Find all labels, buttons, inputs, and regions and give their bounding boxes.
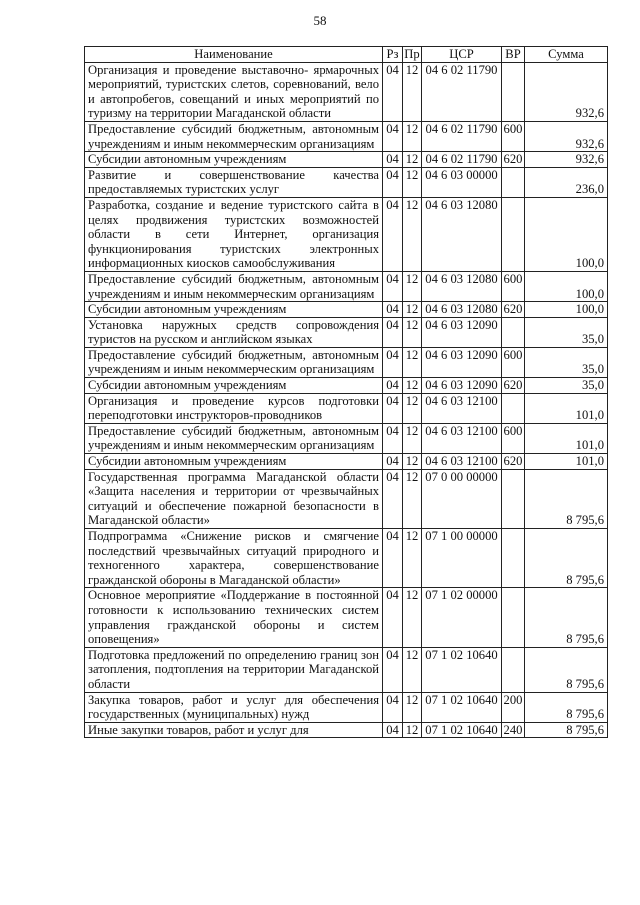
cell-sum: 8 795,6 [525, 588, 608, 647]
cell-sum: 8 795,6 [525, 647, 608, 692]
cell-pr: 12 [403, 454, 422, 470]
table-row [85, 152, 608, 168]
cell-csr: 07 1 00 00000 [422, 529, 502, 588]
cell-csr: 07 1 02 10640 [422, 647, 502, 692]
table-row [85, 167, 608, 197]
cell-pr: 12 [403, 393, 422, 423]
cell-pr: 12 [403, 423, 422, 453]
cell-rz: 04 [383, 378, 403, 394]
table-row [85, 271, 608, 301]
cell-csr: 04 6 03 12080 [422, 302, 502, 318]
cell-csr: 04 6 03 12080 [422, 271, 502, 301]
cell-rz: 04 [383, 62, 403, 121]
cell-sum: 100,0 [525, 197, 608, 271]
cell-vr [502, 317, 525, 347]
budget-table [84, 46, 608, 738]
header-pr: Пр [404, 47, 420, 61]
cell-vr [502, 647, 525, 692]
cell-vr [502, 469, 525, 528]
cell-csr: 07 1 02 10640 [422, 722, 502, 738]
cell-name: Организация и проведение курсов подготовки переподготовки инструкторов-проводников [85, 393, 383, 423]
cell-name: Предоставление субсидий бюджетным, автономным учреждениям и иным некоммерческим организациям [85, 423, 383, 453]
cell-sum: 236,0 [525, 167, 608, 197]
cell-sum: 100,0 [525, 302, 608, 318]
cell-sum: 100,0 [525, 271, 608, 301]
header-rz: Рз [383, 47, 403, 63]
cell-name: Предоставление субсидий бюджетным, автономным учреждениям и иным некоммерческим организациям [85, 347, 383, 377]
cell-pr: 12 [403, 62, 422, 121]
cell-pr: 12 [403, 152, 422, 168]
header-name: Наименование [85, 47, 383, 63]
table-row [85, 722, 608, 738]
header-row [85, 47, 608, 63]
cell-pr: 12 [403, 302, 422, 318]
cell-vr: 600 [502, 271, 525, 301]
cell-csr: 04 6 03 12090 [422, 378, 502, 394]
cell-csr: 04 6 03 12080 [422, 197, 502, 271]
cell-pr: 12 [403, 692, 422, 722]
cell-pr: 12 [403, 271, 422, 301]
table-row [85, 423, 608, 453]
cell-rz: 04 [383, 469, 403, 528]
cell-sum: 35,0 [525, 347, 608, 377]
cell-name: Предоставление субсидий бюджетным, автономным учреждениям и иным некоммерческим организациям [85, 271, 383, 301]
table-row [85, 529, 608, 588]
cell-pr: 12 [403, 722, 422, 738]
page-number: 58 [313, 13, 327, 28]
cell-sum: 101,0 [525, 393, 608, 423]
cell-vr: 600 [502, 121, 525, 151]
cell-vr [502, 529, 525, 588]
cell-rz: 04 [383, 167, 403, 197]
cell-csr: 07 1 02 00000 [422, 588, 502, 647]
cell-sum: 932,6 [525, 121, 608, 151]
cell-sum: 8 795,6 [525, 722, 608, 738]
cell-vr [502, 62, 525, 121]
cell-name: Субсидии автономным учреждениям [85, 454, 383, 470]
cell-rz: 04 [383, 647, 403, 692]
cell-rz: 04 [383, 197, 403, 271]
cell-name: Организация и проведение выставочно- ярмарочных мероприятий, туристских слетов, соревнований, вело и автопробегов, совещаний и иных мероприятий по туризму на территории Магаданской области [85, 62, 383, 121]
cell-name: Закупка товаров, работ и услуг для обеспечения государственных (муниципальных) нужд [85, 692, 383, 722]
cell-csr: 04 6 03 12100 [422, 393, 502, 423]
table-row [85, 378, 608, 394]
cell-rz: 04 [383, 393, 403, 423]
cell-vr: 620 [502, 454, 525, 470]
cell-rz: 04 [383, 347, 403, 377]
cell-csr: 04 6 02 11790 [422, 62, 502, 121]
cell-rz: 04 [383, 152, 403, 168]
cell-vr [502, 167, 525, 197]
cell-sum: 35,0 [525, 317, 608, 347]
cell-name: Предоставление субсидий бюджетным, автономным учреждениям и иным некоммерческим организациям [85, 121, 383, 151]
table-row [85, 197, 608, 271]
cell-sum: 35,0 [525, 378, 608, 394]
cell-name: Подпрограмма «Снижение рисков и смягчение последствий чрезвычайных ситуаций природного и техногенного характера, совершенствование гражданской обороны в Магаданской области» [85, 529, 383, 588]
cell-pr: 12 [403, 197, 422, 271]
cell-csr: 04 6 03 12100 [422, 454, 502, 470]
cell-csr: 04 6 02 11790 [422, 121, 502, 151]
cell-rz: 04 [383, 722, 403, 738]
table-header [85, 47, 608, 63]
table-row [85, 121, 608, 151]
cell-rz: 04 [383, 454, 403, 470]
cell-sum: 932,6 [525, 62, 608, 121]
table-row [85, 317, 608, 347]
cell-name: Основное мероприятие «Поддержание в постоянной готовности к использованию технических систем управления гражданской обороны и систем оповещения» [85, 588, 383, 647]
cell-sum: 101,0 [525, 423, 608, 453]
cell-sum: 8 795,6 [525, 469, 608, 528]
cell-pr: 12 [403, 378, 422, 394]
cell-pr: 12 [403, 529, 422, 588]
cell-vr [502, 393, 525, 423]
cell-vr: 200 [502, 692, 525, 722]
cell-rz: 04 [383, 302, 403, 318]
table-row [85, 469, 608, 528]
table-row [85, 302, 608, 318]
cell-vr: 620 [502, 378, 525, 394]
cell-vr: 600 [502, 347, 525, 377]
cell-rz: 04 [383, 529, 403, 588]
cell-pr: 12 [403, 647, 422, 692]
cell-sum: 932,6 [525, 152, 608, 168]
cell-rz: 04 [383, 423, 403, 453]
cell-name: Подготовка предложений по определению границ зон затопления, подтопления на территории Магаданской области [85, 647, 383, 692]
cell-name: Государственная программа Магаданской области «Защита населения и территории от чрезвычайных ситуаций и обеспечение пожарной безопасности в Магаданской области» [85, 469, 383, 528]
cell-name: Субсидии автономным учреждениям [85, 378, 383, 394]
cell-pr: 12 [403, 347, 422, 377]
cell-csr: 04 6 02 11790 [422, 152, 502, 168]
budget-table-container [84, 46, 607, 738]
cell-vr: 240 [502, 722, 525, 738]
cell-name: Установка наружных средств сопровождения туристов на русском и английском языках [85, 317, 383, 347]
cell-csr: 04 6 03 12090 [422, 317, 502, 347]
cell-name: Иные закупки товаров, работ и услуг для [85, 722, 383, 738]
cell-csr: 04 6 03 12100 [422, 423, 502, 453]
cell-csr: 04 6 03 00000 [422, 167, 502, 197]
cell-rz: 04 [383, 588, 403, 647]
table-row [85, 647, 608, 692]
table-row [85, 588, 608, 647]
cell-sum: 8 795,6 [525, 692, 608, 722]
cell-name: Субсидии автономным учреждениям [85, 152, 383, 168]
cell-vr: 600 [502, 423, 525, 453]
table-body [85, 62, 608, 738]
table-row [85, 62, 608, 121]
cell-rz: 04 [383, 121, 403, 151]
cell-csr: 07 1 02 10640 [422, 692, 502, 722]
cell-rz: 04 [383, 692, 403, 722]
header-sum: Сумма [525, 47, 608, 63]
cell-vr [502, 197, 525, 271]
header-vr: ВР [502, 47, 525, 63]
table-row [85, 393, 608, 423]
cell-pr: 12 [403, 588, 422, 647]
cell-pr: 12 [403, 167, 422, 197]
cell-pr: 12 [403, 121, 422, 151]
cell-name: Развитие и совершенствование качества предоставляемых туристских услуг [85, 167, 383, 197]
cell-pr: 12 [403, 469, 422, 528]
cell-pr: 12 [403, 317, 422, 347]
cell-vr: 620 [502, 302, 525, 318]
cell-name: Разработка, создание и ведение туристского сайта в целях продвижения туристских возможностей области в сети Интернет, организация функционирования туристских электронных информационных киосков самообслуживания [85, 197, 383, 271]
cell-rz: 04 [383, 317, 403, 347]
cell-sum: 8 795,6 [525, 529, 608, 588]
cell-vr: 620 [502, 152, 525, 168]
cell-name: Субсидии автономным учреждениям [85, 302, 383, 318]
cell-vr [502, 588, 525, 647]
table-row [85, 347, 608, 377]
table-row [85, 692, 608, 722]
cell-csr: 04 6 03 12090 [422, 347, 502, 377]
cell-csr: 07 0 00 00000 [422, 469, 502, 528]
cell-rz: 04 [383, 271, 403, 301]
cell-sum: 101,0 [525, 454, 608, 470]
header-csr: ЦСР [422, 47, 502, 63]
table-row [85, 454, 608, 470]
